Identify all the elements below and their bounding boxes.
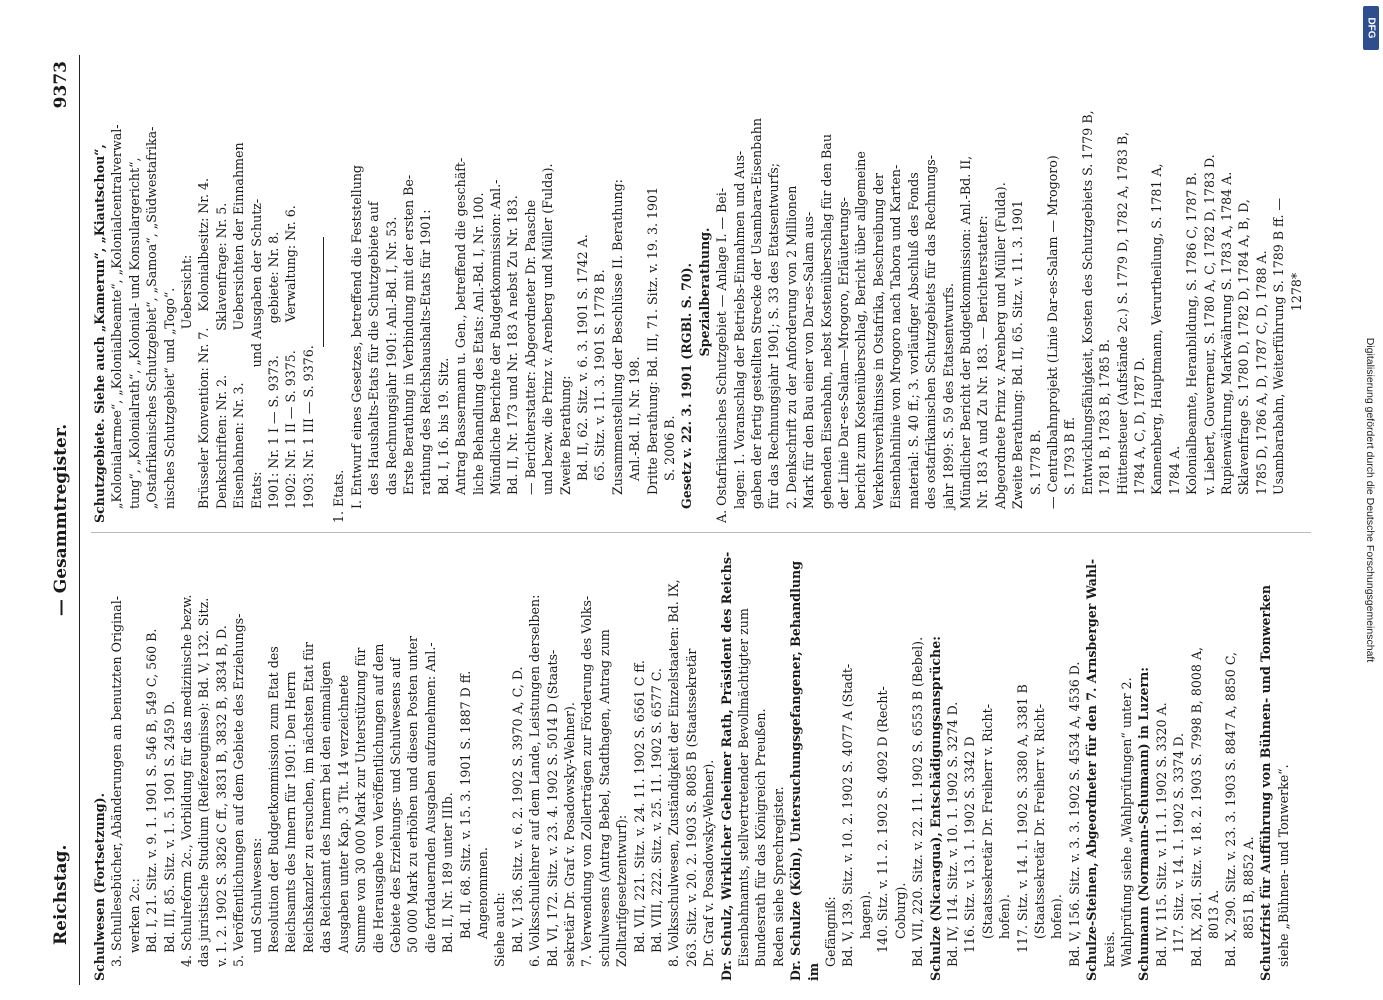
text-line: Zweite Berathung: <box>557 375 573 495</box>
text-line: 5. Veröffentlichungen auf dem Gebiete des Erziehungs- <box>231 613 247 967</box>
text-line: Ausgaben unter Kap. 3 Tit. 14 verzeichnete <box>335 674 351 953</box>
text-line: Reichskanzler zu ersuchen, im nächsten Etat für <box>300 642 316 953</box>
text-line: (Staatssekretär Dr. Freiherr v. Richt- <box>1031 704 1047 939</box>
text-line: des Haushalts-Etats für die Schutzgebiete auf <box>366 201 382 495</box>
text-line: Entwicklungsfähigkeit, Kosten des Schutzgebiets S. 1779 B, <box>1079 110 1095 495</box>
text-line: Bd. I, 21. Sitz. v. 9. 1. 1901 S. 546 B, 549 C, 560 B. <box>144 628 160 953</box>
text-line: Gebiete des Erziehungs- und Schulwesens auf <box>387 657 403 953</box>
text-line: 1785 D, 1786 A, D, 1787 C, D, 1788 A. <box>1253 250 1269 495</box>
text-line: Bd. VII, 221. Sitz. v. 24. 11. 1902 S. 6561 C ff. <box>631 660 647 953</box>
text-line: 140. Sitz. v. 11. 2. 1902 S. 4092 D (Recht- <box>875 686 891 953</box>
text-line: Resolution der Budgetkommission zum Etat des <box>266 646 282 953</box>
text-line: gaben der fertig gestellten Strecke der Usambara-Eisenbahn <box>749 118 765 509</box>
text-line: „Ostafrikanisches Schutzgebiet“, „Samoa“, „Südwestafrika- <box>144 126 160 509</box>
page-header <box>45 55 80 985</box>
text-line: Zolltarifgesetzentwurf): <box>614 814 630 967</box>
text-line: Eisenbahnen: Nr. 3. Uebersichten der Einnahmen <box>231 142 247 509</box>
document-page <box>45 55 1335 985</box>
text-line: Erste Berathung in Verbindung mit der ersten Be- <box>400 174 416 495</box>
text-line: jahr 1899: S. 59 des Etatsentwurfs. <box>940 283 956 509</box>
text-line: Kolonialbeamte, Heranbildung, S. 1786 C, 1787 B. <box>1184 172 1200 495</box>
text-line: Bd. VI, 172. Sitz. v. 23. 4. 1902 S. 5014 D (Staats- <box>544 649 560 967</box>
text-line: Bd. III, 85. Sitz. v. 1. 5. 1901 S. 2459 D. <box>161 700 177 953</box>
text-line: tung“, „Kolonialrath“, „Kolonial- und Konsulargericht“, <box>126 157 142 509</box>
text-line: Schulze (Nicaragua), Entschädigungsansprüche: <box>927 636 943 981</box>
text-line: 116. Sitz. v. 13. 1. 1902 S. 3342 D <box>962 736 978 953</box>
text-line: Schulwesen (Fortsetzung). <box>92 793 107 981</box>
text-line: Reichsamts des Innern für 1901: Den Herrn <box>283 671 299 953</box>
text-line: Mündliche Berichte der Budgetkommission: Anl.- <box>487 179 503 495</box>
text-line: S. 1778 B. <box>1027 429 1043 495</box>
text-line: 65. Sitz. v. 11. 3. 1901 S. 1778 B. <box>592 269 608 481</box>
text-line: 117. Sitz. v. 14. 1. 1902 S. 3380 A, 3381 B <box>1014 684 1030 953</box>
header-left: Reichstag. <box>51 844 71 945</box>
text-line: 1901: Nr. 1 I — S. 9373. gebiete: Nr. 8. <box>266 231 282 509</box>
page-number: 9373 <box>51 61 71 109</box>
text-line: Bd. II, Nr. 173 und Nr. 183 A nebst Zu Nr. 183. <box>505 195 521 495</box>
text-line: 8. Volksschulwesen, Zuständigkeit der Einzelstaaten: Bd. IX, <box>666 579 682 967</box>
text-line: Dr. Schulz, Wirklicher Geheimer Rath, Präsident des Reichs- <box>718 551 734 981</box>
text-line: Eisenbahnamts, stellvertretender Bevollmächtigter zum <box>736 608 752 967</box>
text-line: Bundesrath für das Königreich Preußen. <box>753 708 769 967</box>
text-line: Hüttensteuer (Aufstände 2c.) S. 1779 D, 1782 A, 1783 B, <box>1114 131 1130 495</box>
text-line: liche Behandlung des Etats: Anl.-Bd. I, Nr. 100. <box>470 192 486 495</box>
text-line: 8013 A. <box>1206 889 1221 939</box>
text-line: Mark für den Bau einer von Dar-es-Salam aus- <box>801 211 817 509</box>
text-line: S. 1793 B ff. <box>1062 417 1078 495</box>
text-line: Gesetz v. 22. 3. 1901 (RGBl. S. 70). <box>679 263 695 509</box>
text-line: sekretär Dr. Graf v. Posadowsky-Wehner). <box>561 702 577 967</box>
text-line: Kannenberg, Hauptmann, Verurtheilung, S. 1781 A, <box>1149 163 1165 495</box>
text-line: hofen). <box>1049 894 1065 939</box>
text-line: 2. Denkschrift zu der Anforderung von 2 Millionen <box>783 185 799 509</box>
text-line: das Rechnungsjahr 1901: Anl.-Bd. I, Nr. 53. <box>383 216 399 495</box>
text-line: das Reichsamt des Innern bei den einmaligen <box>318 661 334 953</box>
text-line: gehenden Eisenbahn, nebst Kostenüberschlag für den Bau <box>818 134 834 509</box>
text-line: v. 1. 2. 1902 S. 3826 C ff., 3831 B, 3832 B, 3834 B, D. <box>213 625 229 967</box>
text-line: 1781 B, 1783 B, 1785 B. <box>1097 339 1113 495</box>
header-center: — Gesammtregister. <box>51 423 71 617</box>
text-line: Abgeordnete Prinz v. Arenberg und Müller (Fulda). <box>992 182 1008 509</box>
text-line: 3. Schullesebücher, Abänderungen an benutzten Original- <box>109 596 125 967</box>
text-line: 263. Sitz. v. 20. 2. 1903 S. 8085 B (Staatssekretär <box>683 648 699 967</box>
text-line: Eisenbahnlinie von Mrogoro nach Tabora und Karten- <box>888 164 904 509</box>
text-line: Etats: und Ausgaben der Schutz- <box>248 198 264 509</box>
text-line: Schutzfrist für Aufführung von Bühnen- und Tonwerken <box>1258 584 1274 981</box>
text-line: Bd. II, Nr. 189 unter IIIb. <box>440 792 456 953</box>
text-line: Usambarabahn, Weiterführung S. 1789 B ff. — <box>1271 197 1287 495</box>
text-line: Uebersicht: <box>179 254 195 330</box>
text-line: kreis. <box>1101 931 1117 967</box>
text-line: Bd. V, 136. Sitz. v. 6. 2. 1902 S. 3970 A, C, D. <box>509 666 525 953</box>
text-line: Bd. IV, 114. Sitz. v. 10. 1. 1902 S. 3274 D. <box>944 701 960 967</box>
text-line: Nr. 183 A und Zu Nr. 183. — Berichterstatter: <box>975 215 991 509</box>
text-line: Bd. V, 156. Sitz. v. 3. 3. 1902 S. 4534 A, 4536 D. <box>1066 661 1082 967</box>
section-separator <box>323 237 324 347</box>
text-line: Summe von 30 000 Mark zur Unterstützung für <box>353 647 369 953</box>
text-line: „Kolonialarmee“, „Kolonialbeamte“, „Kolonialcentralverwal- <box>109 124 125 509</box>
text-line: lagen: 1. Voranschlag der Betriebs-Einnahmen und Aus- <box>731 150 747 509</box>
text-line: 1. Etats. <box>331 469 347 523</box>
text-line: Antrag Bassermann u. Gen., betreffend die geschäft- <box>453 157 469 495</box>
text-line: Bd. IV, 115. Sitz. v. 11. 1. 1902 S. 3320 A. <box>1153 702 1169 967</box>
text-line: Brüsseler Konvention: Nr. 7. Kolonialbesitz: Nr. 4. <box>196 178 212 509</box>
text-line: I. Entwurf eines Gesetzes, betreffend die Feststellung <box>348 165 364 509</box>
text-line: Gefängniß: <box>823 896 839 967</box>
text-line: Schulze-Steinen, Abgeordneter für den 7. Arnsberger Wahl- <box>1084 558 1100 981</box>
text-line: Spezialberathung. <box>696 227 712 357</box>
text-line: Dr. Schulze (Köln), Untersuchungsgefangener, Behandlung im <box>788 556 821 981</box>
text-line: des ostafrikanischen Schutzgebiets für das Rechnungs- <box>923 154 939 509</box>
text-line: v. Liebert, Gouverneur, S. 1780 A, C, 1782 D, 1783 D. <box>1201 154 1217 495</box>
text-line: siehe „Bühnen- und Tonwerke“. <box>1275 764 1291 967</box>
text-line: Dritte Berathung: Bd. III, 71. Sitz. v. 19. 3. 1901 <box>644 186 660 495</box>
text-line: 50 000 Mark zu erhöhen und diesen Posten unter <box>405 636 421 953</box>
text-line: Verkehrsverhältnisse in Ostafrika, Beschreibung der <box>870 173 886 509</box>
text-line: hagen). <box>857 890 873 939</box>
text-line: Bd. I, 16. bis 19. Sitz. <box>435 357 451 495</box>
text-line: Bd. IX, 261. Sitz. v. 18. 2. 1903 S. 7998 B, 8008 A, <box>1188 646 1204 967</box>
text-line: 1784 A, C, D, 1787 D. <box>1131 357 1147 495</box>
text-line: Anl.-Bd. II, Nr. 198. <box>627 356 643 481</box>
column-divider <box>91 532 1311 533</box>
text-line: Wahlprüfung siehe „Wahlprüfungen“ unter 2. <box>1118 677 1134 967</box>
text-line: Dr. Graf v. Posadowsky-Wehner). <box>701 759 717 967</box>
right-column <box>91 61 1321 523</box>
text-line: Denkschriften: Nr. 2. Sklavenfrage: Nr. 5. <box>213 202 229 509</box>
text-line: das juristische Studium (Reifezeugnisse): Bd. V, 132. Sitz. <box>196 597 212 967</box>
left-column <box>91 543 1321 981</box>
text-line: Bd. V, 139. Sitz. v. 10. 2. 1902 S. 4077 A (Stadt- <box>840 663 856 967</box>
text-line: 117. Sitz. v. 14. 1. 1902 S. 3374 D. <box>1171 732 1187 953</box>
text-line: 4. Schulreform 2c., Vorbildung für das medizinische bezw. <box>179 594 195 967</box>
text-line: Schutzgebiete. Siehe auch „Kamerun“, „Kiautschou“, <box>92 144 107 523</box>
text-line: Zweite Berathung: Bd. II, 65. Sitz. v. 11. 3. 1901 <box>1010 200 1026 509</box>
text-line: rathung des Reichshaushalts-Etats für 1901: <box>418 209 434 495</box>
text-line: Reden siehe Sprechregister. <box>770 786 786 967</box>
text-line: hofen). <box>997 894 1013 939</box>
text-line: S. 2006 B. <box>662 415 677 481</box>
text-line: schulwesens (Antrag Bebel, Stadthagen, Antrag zum <box>596 629 612 967</box>
dfg-logo-text: DFG <box>1365 17 1377 39</box>
text-line: die fortdauernden Ausgaben aufzunehmen: Anl.- <box>422 642 438 953</box>
digitization-note-text: Digitalisierung gefördert durch die Deutsche Forschungsgemeinschaft <box>1364 337 1376 663</box>
digitization-note <box>1359 0 1381 1000</box>
text-line: Bd. X, 290. Sitz. v. 23. 3. 1903 S. 8847 A, 8850 C, <box>1223 651 1239 967</box>
text-line: 6. Volksschullehrer auf dem Lande, Leistungen derselben: <box>527 594 543 967</box>
text-line: (Staatssekretär Dr. Freiherr v. Richt- <box>979 704 995 939</box>
text-line: Coburg). <box>892 882 908 939</box>
text-line: A. Ostafrikanisches Schutzgebiet — Anlage I. — Bei- <box>714 187 730 523</box>
text-line: Schumann (Normann-Schumann) in Luzern: <box>1136 667 1152 981</box>
text-line: bericht zum Kostenüberschlag, Bericht über allgemeine <box>853 151 869 509</box>
text-line: — Centralbahnprojekt (Linie Dar-es-Salam — Mrogoro) <box>1044 155 1060 509</box>
text-line: werken 2c.: <box>126 878 142 953</box>
text-line: Rupienwährung, Markwährung S. 1783 A, 1784 A. <box>1219 171 1234 495</box>
text-line: Zusammenstellung der Beschlüsse II. Berathung: <box>609 179 625 495</box>
text-line: 1278* <box>1288 272 1304 312</box>
text-line: 1902: Nr. 1 II — S. 9375. Verwaltung: Nr. 6. <box>283 205 299 509</box>
text-line: 8851 B, 8852 A. <box>1240 836 1256 939</box>
text-line: Angenommen. <box>474 847 490 939</box>
text-line: — Berichterstatter: Abgeordneter Dr. Paasche <box>522 199 538 495</box>
text-line: 1784 A. <box>1166 445 1182 495</box>
text-line: Bd. VII, 220. Sitz. v. 22. 11. 1902 S. 6553 B (Bebel). <box>910 636 926 967</box>
text-line: Bd. II, 62. Sitz. v. 6. 3. 1901 S. 1742 A. <box>574 234 590 481</box>
text-line: Bd. VIII, 222. Sitz. v. 25. 11. 1902 S. 6577 C. <box>649 668 664 953</box>
text-line: der Linie Dar-es-Salam—Mrogoro, Erläuterungs- <box>836 197 852 509</box>
text-line: Mündlicher Bericht der Budgetkommission: Anl.-Bd. II, <box>957 155 973 509</box>
text-line: und bezw. die Prinz v. Arenberg und Müller (Fulda). <box>540 163 556 495</box>
text-line: für das Rechnungsjahr 1901; S. 33 des Etatsentwurfs; <box>766 162 782 509</box>
text-line: die Herausgabe von Veröffentlichungen auf dem <box>370 643 386 953</box>
text-line: material: S. 40 ff.; 3. vorläufiger Abschluß des Fonds <box>905 172 921 509</box>
text-line: Sklavenfrage S. 1780 D, 1782 D, 1784 A, B, D, <box>1236 199 1252 495</box>
text-line: und Schulwesens: <box>248 837 264 953</box>
text-line: nisches Schutzgebiet“ und „Togo“. <box>161 287 177 509</box>
text-line: 7. Verwendung von Zollerträgen zur Förderung des Volks- <box>579 595 595 967</box>
text-line: Bd. II, 68. Sitz. v. 15. 3. 1901 S. 1887 D ff. <box>457 670 473 939</box>
text-line: 1903: Nr. 1 III — S. 9376. <box>300 345 316 509</box>
text-line: Siehe auch: <box>492 892 508 967</box>
